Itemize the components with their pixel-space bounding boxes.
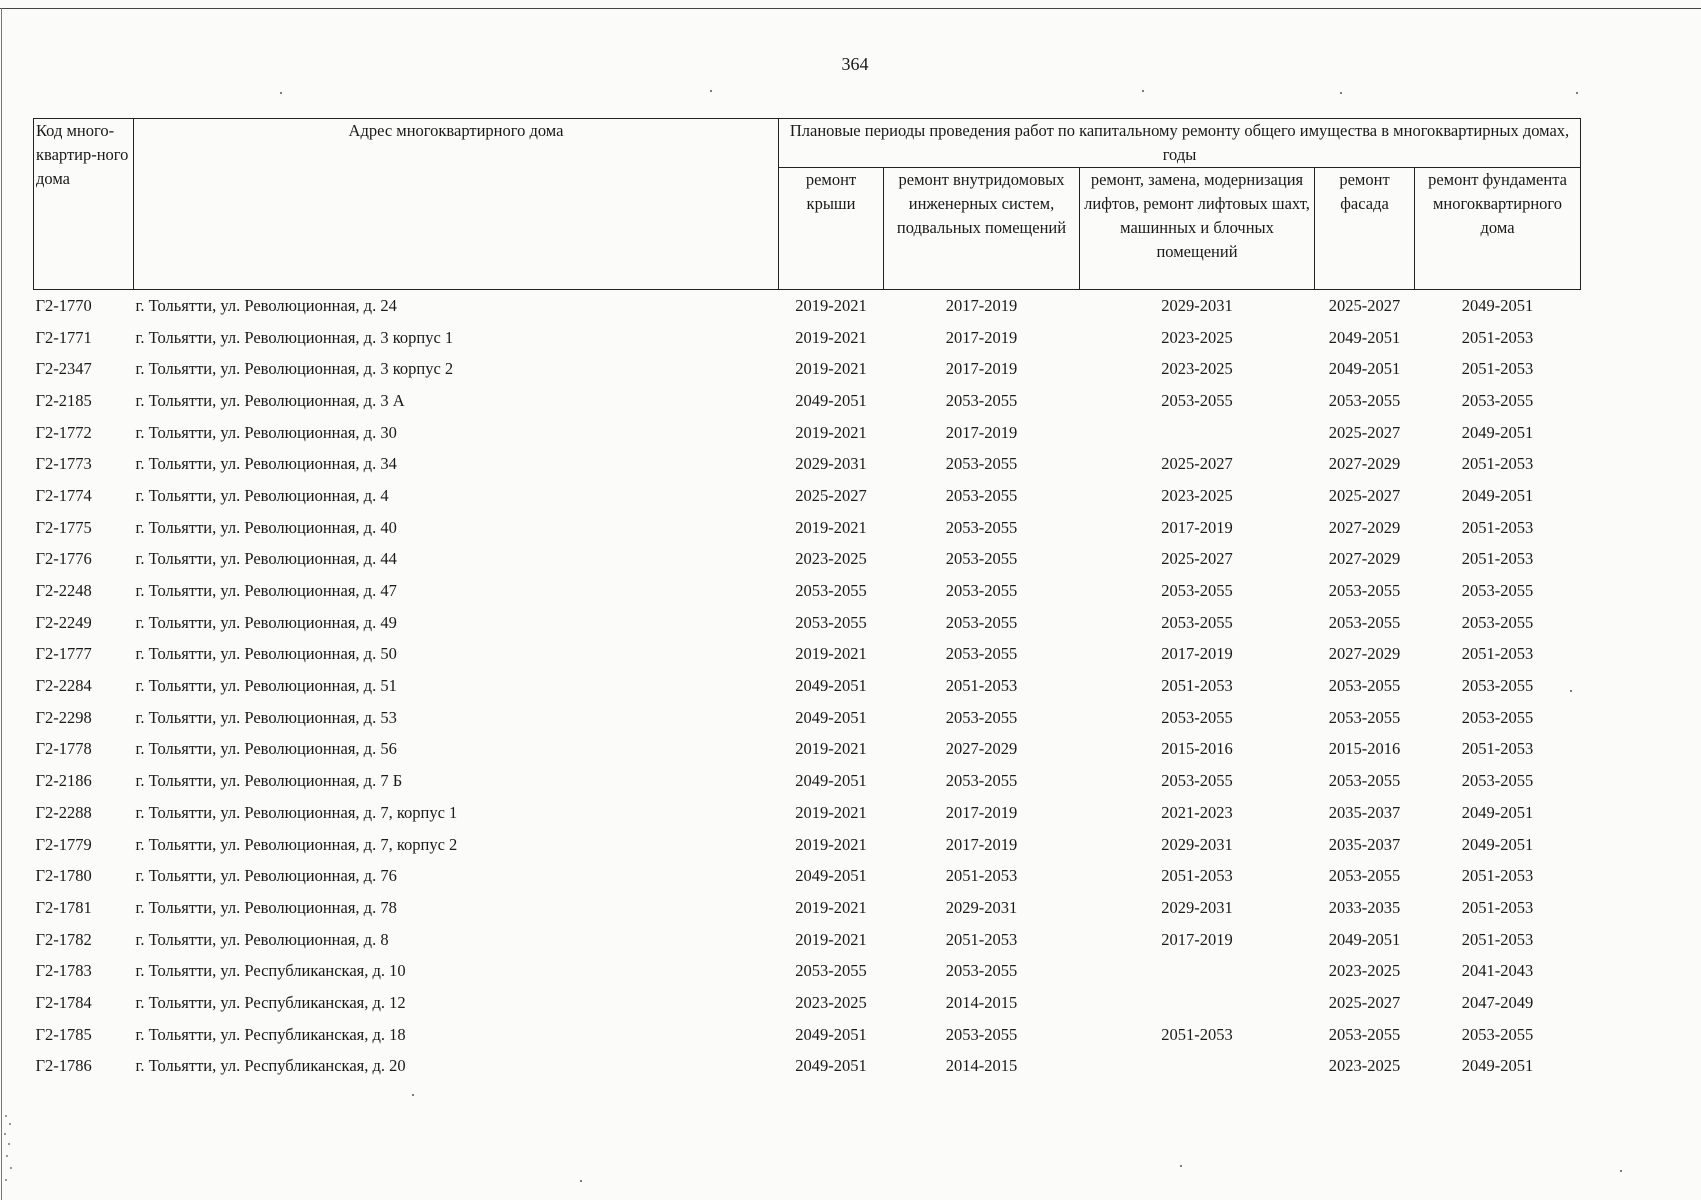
cell-foundation: 2051-2053 <box>1461 929 1534 949</box>
cell-roof: 2049-2051 <box>795 771 867 791</box>
cell-code: Г2-1770 <box>35 295 92 315</box>
cell-address: г. Тольятти, ул. Революционная, д. 50 <box>135 644 397 664</box>
cell-code: Г2-1775 <box>35 517 92 537</box>
table-row <box>34 860 1581 892</box>
cell-engineering: 2053-2055 <box>945 612 1018 632</box>
header-lifts: ремонт, замена, модернизация лифтов, ремонт лифтовых шахт, машинных и блочных помещений <box>1080 168 1315 290</box>
table-row <box>34 480 1581 512</box>
header-code: Код много-квартир-ного дома <box>34 119 134 290</box>
cell-foundation: 2051-2053 <box>1461 359 1534 379</box>
cell-lifts: 2017-2019 <box>1161 644 1233 664</box>
cell-facade: 2053-2055 <box>1328 707 1401 727</box>
table-row <box>34 1051 1581 1083</box>
table-row <box>34 322 1581 354</box>
cell-code: Г2-2248 <box>35 581 92 601</box>
cell-facade: 2053-2055 <box>1328 390 1401 410</box>
cell-facade: 2049-2051 <box>1328 929 1401 949</box>
cell-code: Г2-1774 <box>35 485 92 505</box>
cell-foundation: 2051-2053 <box>1461 327 1534 347</box>
cell-code: Г2-1784 <box>35 992 92 1012</box>
cell-facade: 2049-2051 <box>1328 327 1401 347</box>
cell-facade: 2015-2016 <box>1328 739 1401 759</box>
cell-code: Г2-1779 <box>35 834 92 854</box>
cell-roof: 2049-2051 <box>795 676 867 696</box>
cell-lifts: 2017-2019 <box>1161 517 1233 537</box>
cell-engineering: 2053-2055 <box>945 549 1018 569</box>
cell-facade: 2053-2055 <box>1328 771 1401 791</box>
cell-roof: 2025-2027 <box>795 485 867 505</box>
cell-address: г. Тольятти, ул. Революционная, д. 51 <box>135 676 397 696</box>
cell-foundation: 2051-2053 <box>1461 897 1534 917</box>
cell-foundation: 2053-2055 <box>1461 676 1534 696</box>
cell-engineering: 2014-2015 <box>945 1056 1018 1076</box>
cell-engineering: 2029-2031 <box>945 897 1018 917</box>
cell-address: г. Тольятти, ул. Республиканская, д. 10 <box>135 961 406 981</box>
cell-code: Г2-1773 <box>35 454 92 474</box>
cell-roof: 2029-2031 <box>795 454 867 474</box>
cell-code: Г2-2186 <box>35 771 92 791</box>
table-row <box>34 829 1581 861</box>
cell-roof: 2019-2021 <box>795 517 867 537</box>
cell-foundation: 2053-2055 <box>1461 1024 1534 1044</box>
cell-engineering: 2017-2019 <box>945 802 1018 822</box>
cell-foundation: 2049-2051 <box>1461 802 1534 822</box>
cell-lifts: 2029-2031 <box>1161 897 1233 917</box>
cell-roof: 2053-2055 <box>795 581 867 601</box>
cell-facade: 2053-2055 <box>1328 676 1401 696</box>
cell-foundation: 2051-2053 <box>1461 549 1534 569</box>
scan-speck <box>1576 92 1578 94</box>
cell-lifts: 2023-2025 <box>1161 485 1233 505</box>
table-row <box>34 512 1581 544</box>
cell-lifts: 2053-2055 <box>1161 771 1233 791</box>
table-row <box>34 544 1581 576</box>
table-row <box>34 448 1581 480</box>
cell-roof: 2019-2021 <box>795 359 867 379</box>
cell-roof: 2019-2021 <box>795 327 867 347</box>
cell-facade: 2053-2055 <box>1328 612 1401 632</box>
cell-foundation: 2053-2055 <box>1461 612 1534 632</box>
capital-repair-table <box>33 118 1581 1082</box>
cell-lifts: 2017-2019 <box>1161 929 1233 949</box>
scan-speck <box>1180 1165 1182 1167</box>
page-number: 364 <box>841 54 869 74</box>
cell-code: Г2-1780 <box>35 866 92 886</box>
cell-address: г. Тольятти, ул. Революционная, д. 49 <box>135 612 397 632</box>
table-row <box>34 702 1581 734</box>
cell-foundation: 2049-2051 <box>1461 1056 1534 1076</box>
cell-lifts: 2051-2053 <box>1161 1024 1233 1044</box>
cell-facade: 2027-2029 <box>1328 549 1401 569</box>
cell-foundation: 2049-2051 <box>1461 485 1534 505</box>
cell-code: Г2-1771 <box>35 327 92 347</box>
scan-speck <box>1142 90 1144 92</box>
cell-foundation: 2047-2049 <box>1461 992 1534 1012</box>
table-row <box>34 417 1581 449</box>
scan-speck <box>412 1094 414 1096</box>
cell-engineering: 2017-2019 <box>945 422 1018 442</box>
table-row <box>34 290 1581 322</box>
cell-address: г. Тольятти, ул. Революционная, д. 53 <box>135 707 397 727</box>
cell-engineering: 2053-2055 <box>945 644 1018 664</box>
cell-code: Г2-1785 <box>35 1024 92 1044</box>
page-edge-top <box>0 8 1701 9</box>
cell-foundation: 2053-2055 <box>1461 707 1534 727</box>
cell-foundation: 2049-2051 <box>1461 295 1534 315</box>
cell-code: Г2-1776 <box>35 549 92 569</box>
cell-facade: 2023-2025 <box>1328 1056 1401 1076</box>
cell-roof: 2049-2051 <box>795 390 867 410</box>
cell-facade: 2027-2029 <box>1328 644 1401 664</box>
cell-foundation: 2053-2055 <box>1461 390 1534 410</box>
cell-facade: 2027-2029 <box>1328 454 1401 474</box>
header-foundation: ремонт фундамента многоквартирного дома <box>1415 168 1581 290</box>
table-row <box>34 353 1581 385</box>
cell-code: Г2-1783 <box>35 961 92 981</box>
table-row <box>34 385 1581 417</box>
table-row <box>34 1019 1581 1051</box>
cell-lifts: 2025-2027 <box>1161 454 1233 474</box>
cell-engineering: 2051-2053 <box>945 929 1018 949</box>
cell-facade: 2053-2055 <box>1328 581 1401 601</box>
cell-address: г. Тольятти, ул. Революционная, д. 34 <box>135 454 397 474</box>
table-row <box>34 892 1581 924</box>
cell-roof: 2053-2055 <box>795 961 867 981</box>
cell-code: Г2-2249 <box>35 612 92 632</box>
cell-lifts <box>1080 987 1315 1019</box>
cell-lifts: 2051-2053 <box>1161 676 1233 696</box>
cell-lifts <box>1080 417 1315 449</box>
cell-engineering: 2014-2015 <box>945 992 1018 1012</box>
cell-code: Г2-1777 <box>35 644 92 664</box>
cell-facade: 2053-2055 <box>1328 1024 1401 1044</box>
cell-roof: 2049-2051 <box>795 1024 867 1044</box>
cell-code: Г2-2288 <box>35 802 92 822</box>
cell-lifts: 2015-2016 <box>1161 739 1233 759</box>
cell-roof: 2049-2051 <box>795 707 867 727</box>
header-row-top <box>34 119 1581 168</box>
scan-speck <box>280 92 282 94</box>
cell-roof: 2019-2021 <box>795 295 867 315</box>
cell-lifts: 2023-2025 <box>1161 359 1233 379</box>
cell-lifts <box>1080 955 1315 987</box>
cell-facade: 2025-2027 <box>1328 422 1401 442</box>
cell-facade: 2035-2037 <box>1328 834 1401 854</box>
cell-foundation: 2051-2053 <box>1461 644 1534 664</box>
scan-speck <box>1340 92 1342 94</box>
header-engineering: ремонт внутридомовых инженерных систем, подвальных помещений <box>884 168 1080 290</box>
table-row <box>34 765 1581 797</box>
cell-lifts: 2021-2023 <box>1161 802 1233 822</box>
cell-roof: 2019-2021 <box>795 644 867 664</box>
scan-noise <box>2 1110 14 1190</box>
cell-roof: 2019-2021 <box>795 929 867 949</box>
cell-engineering: 2017-2019 <box>945 359 1018 379</box>
cell-engineering: 2051-2053 <box>945 866 1018 886</box>
page-edge-left <box>1 8 2 1200</box>
cell-engineering: 2051-2053 <box>945 676 1018 696</box>
cell-address: г. Тольятти, ул. Революционная, д. 24 <box>135 295 397 315</box>
cell-code: Г2-1778 <box>35 739 92 759</box>
cell-address: г. Тольятти, ул. Республиканская, д. 12 <box>135 992 406 1012</box>
cell-engineering: 2053-2055 <box>945 390 1018 410</box>
cell-address: г. Тольятти, ул. Революционная, д. 4 <box>135 485 389 505</box>
cell-address: г. Тольятти, ул. Революционная, д. 56 <box>135 739 397 759</box>
cell-foundation: 2041-2043 <box>1461 961 1534 981</box>
header-address: Адрес многоквартирного дома <box>134 119 779 290</box>
cell-roof: 2019-2021 <box>795 739 867 759</box>
cell-address: г. Тольятти, ул. Революционная, д. 7, корпус 2 <box>135 834 458 854</box>
cell-address: г. Тольятти, ул. Республиканская, д. 20 <box>135 1056 406 1076</box>
cell-lifts: 2053-2055 <box>1161 581 1233 601</box>
cell-roof: 2049-2051 <box>795 866 867 886</box>
cell-engineering: 2053-2055 <box>945 517 1018 537</box>
cell-lifts: 2029-2031 <box>1161 834 1233 854</box>
cell-lifts: 2029-2031 <box>1161 295 1233 315</box>
cell-facade: 2049-2051 <box>1328 359 1401 379</box>
cell-engineering: 2027-2029 <box>945 739 1018 759</box>
cell-foundation: 2051-2053 <box>1461 454 1534 474</box>
cell-engineering: 2053-2055 <box>945 1024 1018 1044</box>
cell-code: Г2-1782 <box>35 929 92 949</box>
cell-roof: 2019-2021 <box>795 802 867 822</box>
cell-address: г. Тольятти, ул. Революционная, д. 3 корпус 2 <box>135 359 454 379</box>
cell-code: Г2-2347 <box>35 359 92 379</box>
table-row <box>34 955 1581 987</box>
cell-address: г. Тольятти, ул. Революционная, д. 47 <box>135 581 397 601</box>
cell-facade: 2025-2027 <box>1328 485 1401 505</box>
cell-roof: 2053-2055 <box>795 612 867 632</box>
cell-lifts: 2053-2055 <box>1161 390 1233 410</box>
cell-facade: 2035-2037 <box>1328 802 1401 822</box>
cell-roof: 2023-2025 <box>795 549 867 569</box>
cell-lifts: 2023-2025 <box>1161 327 1233 347</box>
cell-lifts: 2025-2027 <box>1161 549 1233 569</box>
scan-speck <box>1620 1170 1622 1172</box>
cell-roof: 2049-2051 <box>795 1056 867 1076</box>
cell-engineering: 2053-2055 <box>945 771 1018 791</box>
cell-facade: 2025-2027 <box>1328 992 1401 1012</box>
table-row <box>34 924 1581 956</box>
cell-foundation: 2051-2053 <box>1461 866 1534 886</box>
cell-address: г. Тольятти, ул. Революционная, д. 7 Б <box>135 771 403 791</box>
cell-engineering: 2053-2055 <box>945 581 1018 601</box>
cell-code: Г2-1781 <box>35 897 92 917</box>
cell-address: г. Тольятти, ул. Революционная, д. 8 <box>135 929 389 949</box>
cell-roof: 2023-2025 <box>795 992 867 1012</box>
header-periods-group: Плановые периоды проведения работ по капитальному ремонту общего имущества в многоквартирных домах, годы <box>779 119 1581 168</box>
cell-facade: 2023-2025 <box>1328 961 1401 981</box>
cell-facade: 2027-2029 <box>1328 517 1401 537</box>
cell-facade: 2025-2027 <box>1328 295 1401 315</box>
cell-address: г. Тольятти, ул. Революционная, д. 3 корпус 1 <box>135 327 454 347</box>
table-row <box>34 987 1581 1019</box>
cell-engineering: 2053-2055 <box>945 454 1018 474</box>
cell-lifts: 2053-2055 <box>1161 707 1233 727</box>
cell-address: г. Тольятти, ул. Революционная, д. 3 А <box>135 390 405 410</box>
header-roof: ремонт крыши <box>779 168 884 290</box>
cell-lifts: 2051-2053 <box>1161 866 1233 886</box>
cell-facade: 2053-2055 <box>1328 866 1401 886</box>
cell-engineering: 2017-2019 <box>945 834 1018 854</box>
cell-roof: 2019-2021 <box>795 834 867 854</box>
cell-lifts <box>1080 1051 1315 1083</box>
cell-address: г. Тольятти, ул. Революционная, д. 40 <box>135 517 397 537</box>
cell-foundation: 2053-2055 <box>1461 771 1534 791</box>
cell-code: Г2-2298 <box>35 707 92 727</box>
cell-address: г. Тольятти, ул. Революционная, д. 7, корпус 1 <box>135 802 458 822</box>
cell-roof: 2019-2021 <box>795 422 867 442</box>
cell-foundation: 2051-2053 <box>1461 517 1534 537</box>
cell-address: г. Тольятти, ул. Революционная, д. 44 <box>135 549 397 569</box>
cell-engineering: 2017-2019 <box>945 295 1018 315</box>
table-body <box>34 290 1581 1083</box>
cell-foundation: 2049-2051 <box>1461 422 1534 442</box>
cell-facade: 2033-2035 <box>1328 897 1401 917</box>
cell-code: Г2-2284 <box>35 676 92 696</box>
table-row <box>34 639 1581 671</box>
scan-speck <box>580 1180 582 1182</box>
cell-code: Г2-1786 <box>35 1056 92 1076</box>
header-facade: ремонт фасада <box>1315 168 1415 290</box>
cell-address: г. Тольятти, ул. Республиканская, д. 18 <box>135 1024 406 1044</box>
cell-engineering: 2053-2055 <box>945 485 1018 505</box>
cell-code: Г2-1772 <box>35 422 92 442</box>
table-row <box>34 670 1581 702</box>
scan-speck <box>710 90 712 92</box>
cell-roof: 2019-2021 <box>795 897 867 917</box>
cell-engineering: 2017-2019 <box>945 327 1018 347</box>
cell-foundation: 2051-2053 <box>1461 739 1534 759</box>
cell-address: г. Тольятти, ул. Революционная, д. 30 <box>135 422 397 442</box>
cell-address: г. Тольятти, ул. Революционная, д. 76 <box>135 866 397 886</box>
cell-engineering: 2053-2055 <box>945 961 1018 981</box>
cell-foundation: 2049-2051 <box>1461 834 1534 854</box>
cell-foundation: 2053-2055 <box>1461 581 1534 601</box>
cell-lifts: 2053-2055 <box>1161 612 1233 632</box>
table-row <box>34 734 1581 766</box>
table-row <box>34 797 1581 829</box>
cell-address: г. Тольятти, ул. Революционная, д. 78 <box>135 897 397 917</box>
cell-engineering: 2053-2055 <box>945 707 1018 727</box>
table-row <box>34 575 1581 607</box>
table-row <box>34 607 1581 639</box>
cell-code: Г2-2185 <box>35 390 92 410</box>
